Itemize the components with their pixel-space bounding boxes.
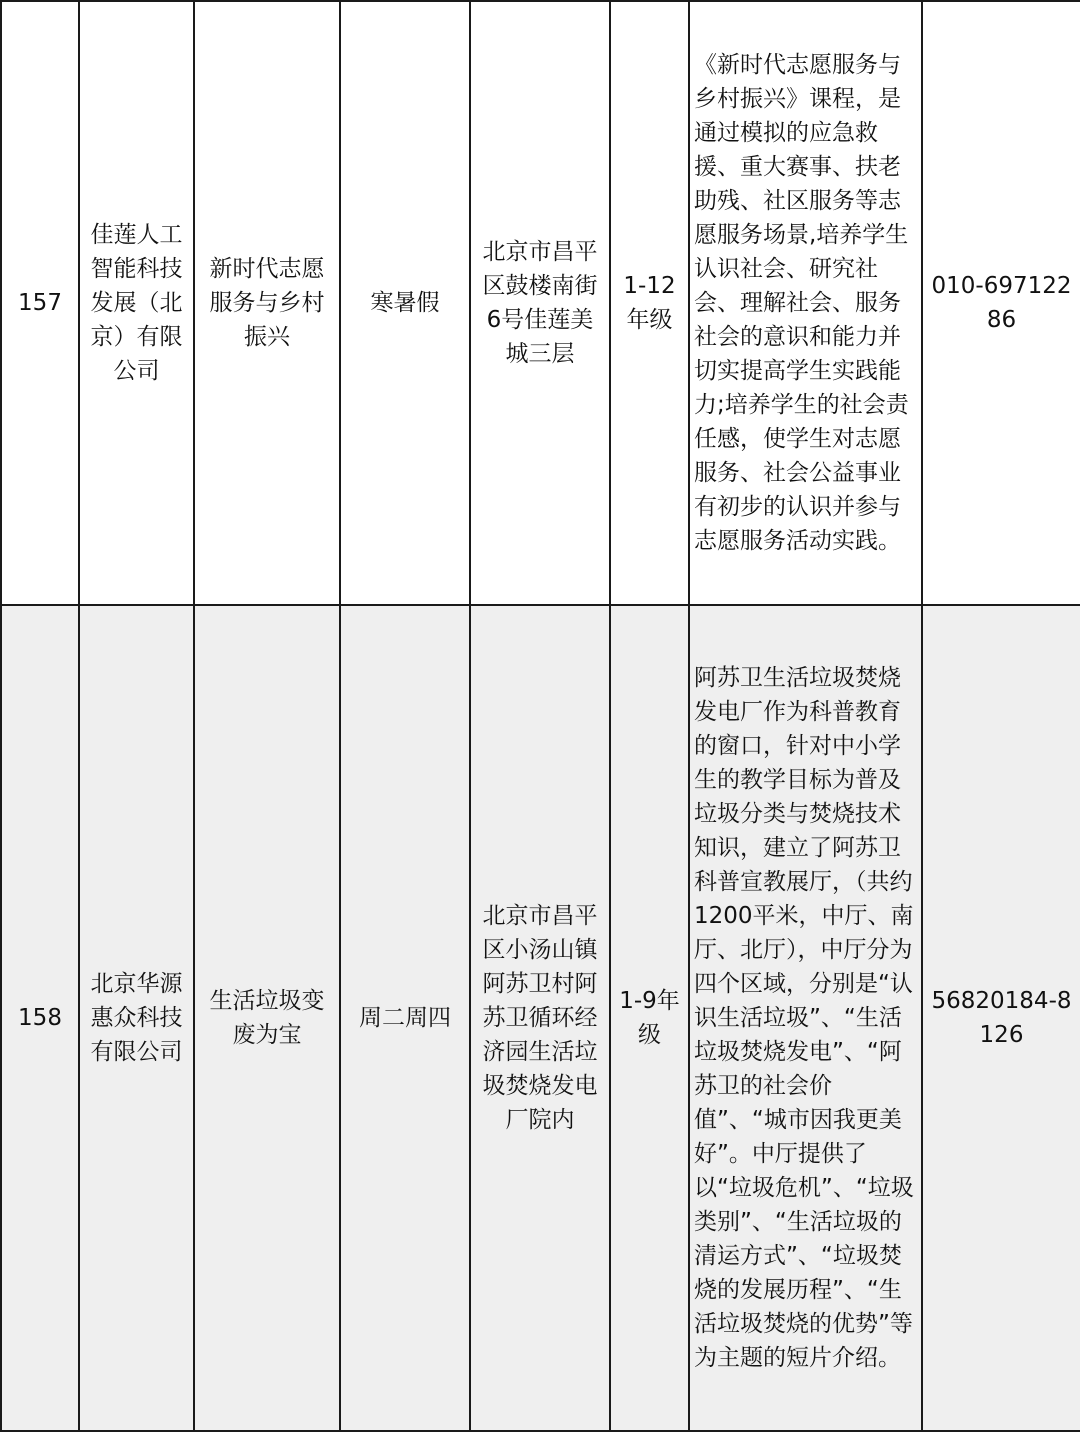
course-description [689,605,922,1431]
course-time: 周二周四 [340,605,470,1431]
course-description-text: 阿苏卫生活垃圾焚烧发电厂作为科普教育的窗口，针对中小学生的教学目标为普及垃圾分类与焚烧技术知识，建立了阿苏卫科普宣教展厅，（共约1200平米，中厅、南厅、北厅），中厅分为四个区域，分别是“认识生活垃圾”、“生活垃圾焚烧发电”、“阿苏卫的社会价值”、“城市因我更美好”。中厅提供了以“垃圾危机”、“垃圾类别”、“生活垃圾的清运方式”、“垃圾焚烧的发展历程”、“生活垃圾焚烧的优势”等为主题的短片介绍。 [694,665,914,1371]
course-time: 寒暑假 [340,1,470,605]
row-number: 157 [1,1,79,605]
course-name: 新时代志愿服务与乡村振兴 [194,1,340,605]
organization-name: 佳莲人工智能科技发展（北京）有限公司 [79,1,194,605]
contact-phone: 010-69712286 [922,1,1080,605]
organization-name: 北京华源惠众科技有限公司 [79,605,194,1431]
target-grade: 1-12年级 [610,1,689,605]
course-address: 北京市昌平区鼓楼南街6号佳莲美城三层 [470,1,610,605]
course-description-text: 《新时代志愿服务与乡村振兴》课程，是通过模拟的应急救援、重大赛事、扶老助残、社区服务等志愿服务场景,培养学生认识社会、研究社会、理解社会、服务社会的意识和能力并切实提高学生实践能力;培养学生的社会责任感，使学生对志愿服务、社会公益事业有初步的认识并参与志愿服务活动实践。 [694,52,909,554]
contact-phone: 56820184-8126 [922,605,1080,1431]
course-address: 北京市昌平区小汤山镇阿苏卫村阿苏卫循环经济园生活垃圾焚烧发电厂院内 [470,605,610,1431]
target-grade: 1-9年级 [610,605,689,1431]
course-name: 生活垃圾变废为宝 [194,605,340,1431]
course-description [689,1,922,605]
row-number: 158 [1,605,79,1431]
table-row [1,1,1080,605]
table-row [1,605,1080,1431]
